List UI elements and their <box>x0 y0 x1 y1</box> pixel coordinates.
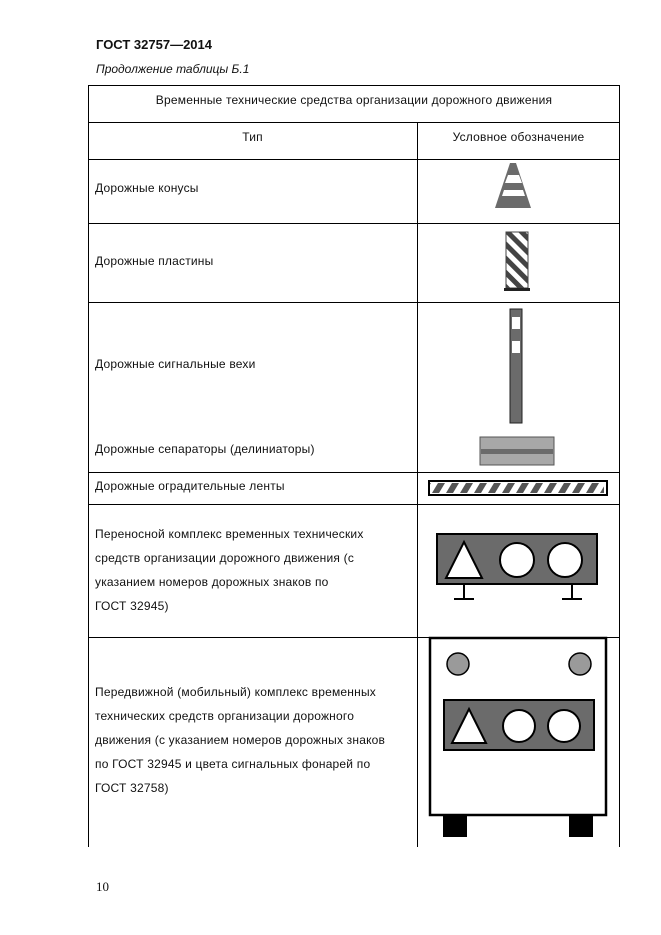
table-rule <box>88 504 620 505</box>
row-type-signal-posts: Дорожные сигнальные вехи <box>95 357 256 371</box>
portable-complex-symbol <box>436 533 600 605</box>
text-line: ГОСТ 32945) <box>95 599 169 613</box>
table-rule <box>88 122 620 123</box>
table-rule <box>88 223 620 224</box>
plate-symbol <box>504 232 532 296</box>
table-rule <box>88 302 620 303</box>
row-type-separators: Дорожные сепараторы (делиниаторы) <box>95 442 315 456</box>
text-line: указанием номеров дорожных знаков по <box>95 575 329 589</box>
table-rule <box>88 472 620 473</box>
text-line: Переносной комплекс временных технических <box>95 527 364 541</box>
table-rule <box>88 159 620 160</box>
row-type-mobile-complex <box>95 680 385 800</box>
cone-symbol <box>496 163 536 213</box>
document-id: ГОСТ 32757—2014 <box>96 37 212 52</box>
separator-symbol <box>480 437 556 467</box>
row-type-portable-complex <box>95 522 364 618</box>
table-caption: Продолжение таблицы Б.1 <box>96 62 250 76</box>
signal-post-symbol <box>510 309 524 424</box>
column-header-type: Тип <box>242 130 263 144</box>
table-border-top <box>88 85 620 86</box>
row-type-barrier-tapes: Дорожные оградительные ленты <box>95 479 285 493</box>
text-line: Передвижной (мобильный) комплекс временных <box>95 685 376 699</box>
text-line: технических средств организации дорожного <box>95 709 355 723</box>
table-border-left <box>88 85 89 847</box>
barrier-tape-symbol <box>428 480 608 498</box>
table-column-divider <box>417 122 418 847</box>
symbols-table <box>88 85 620 847</box>
mobile-complex-symbol <box>428 637 610 839</box>
text-line: по ГОСТ 32945 и цвета сигнальных фонарей по <box>95 757 371 771</box>
page-number: 10 <box>96 879 109 894</box>
text-line: движения (с указанием номеров дорожных знаков <box>95 733 386 747</box>
row-type-cones: Дорожные конусы <box>95 181 199 195</box>
text-line: средств организации дорожного движения (с <box>95 551 355 565</box>
table-title: Временные технические средства организации дорожного движения <box>155 93 553 107</box>
column-header-symbol: Условное обозначение <box>452 130 585 144</box>
text-line: ГОСТ 32758) <box>95 781 169 795</box>
table-border-right <box>619 85 620 847</box>
row-type-plates: Дорожные пластины <box>95 254 214 268</box>
